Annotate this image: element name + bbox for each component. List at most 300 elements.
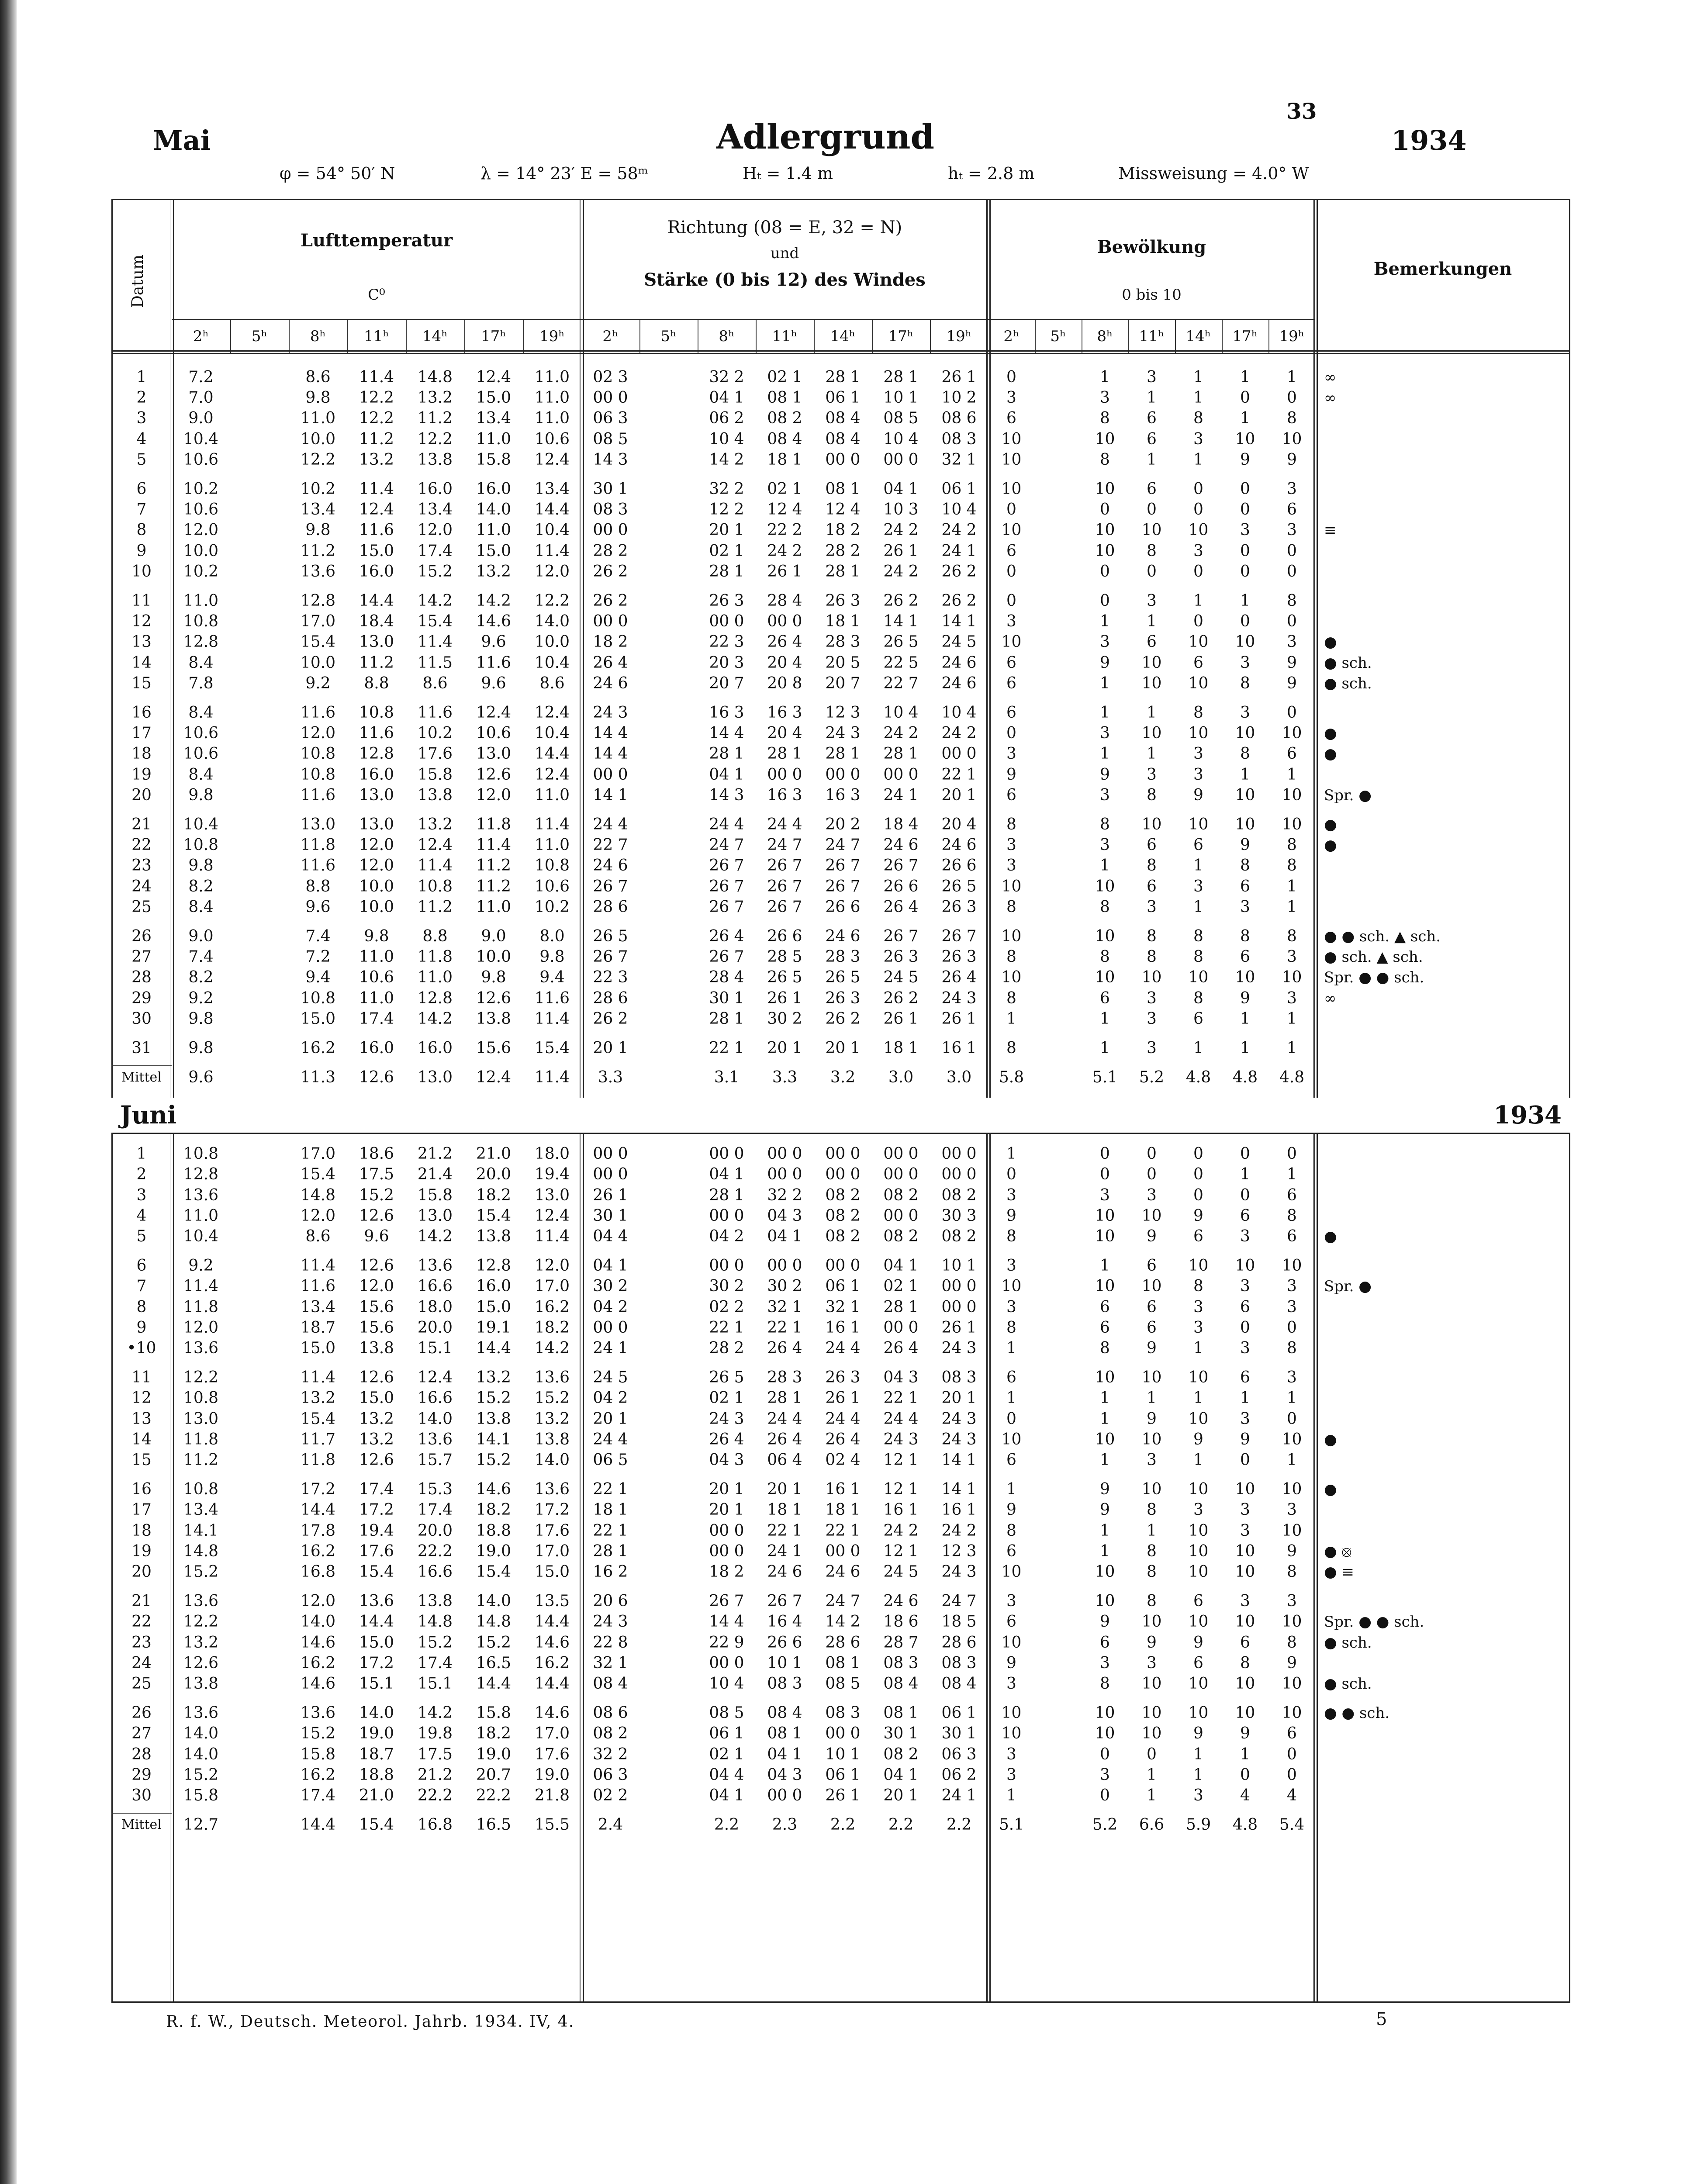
wind-value: 26 7 <box>767 1592 802 1610</box>
cloud-value: 1 <box>1287 877 1297 895</box>
remark: ● sch. <box>1324 1634 1372 1652</box>
cloud-value: 8 <box>1147 542 1157 560</box>
wind-value: 10 4 <box>883 704 919 722</box>
wind-value: 28 1 <box>825 562 861 581</box>
temp-value: 11.0 <box>417 968 453 987</box>
wind-value: 24 3 <box>593 704 628 722</box>
wind-value: 26 3 <box>941 898 977 916</box>
mittel-label: Mittel <box>121 1070 162 1085</box>
wind-value: 08 3 <box>825 1704 861 1722</box>
wind-value: 26 3 <box>825 1368 861 1387</box>
cloud-value: 1 <box>1147 1766 1157 1784</box>
wind-value: 26 7 <box>709 1592 744 1610</box>
mittel-cloud: 5.9 <box>1185 1816 1211 1834</box>
temp-value: 8.8 <box>364 674 389 692</box>
cloud-value: 8 <box>1287 1633 1297 1652</box>
temp-value: 12.8 <box>183 633 219 651</box>
wind-value: 26 3 <box>941 948 977 966</box>
cloud-value: 3 <box>1147 1451 1157 1469</box>
cloud-value: 1 <box>1193 857 1203 875</box>
temp-value: 7.2 <box>305 948 331 966</box>
wind-value: 00 0 <box>825 1165 861 1184</box>
header-rule <box>111 353 1570 354</box>
cloud-value: 10 <box>1235 968 1255 987</box>
hour-label-cloud: 8ʰ <box>1097 328 1113 345</box>
cloud-value: 9 <box>1006 1501 1016 1519</box>
cloud-value: 10 <box>1001 1724 1022 1743</box>
cloud-value: 3 <box>1006 1745 1016 1763</box>
wind-value: 28 7 <box>883 1633 919 1652</box>
wind-value: 28 1 <box>767 1389 802 1407</box>
temp-value: 11.2 <box>476 857 512 875</box>
wind-value: 06 3 <box>941 1745 977 1763</box>
footer-sheet-number: 5 <box>1376 2009 1387 2029</box>
wind-value: 08 4 <box>767 1704 802 1722</box>
juni-title: Juni <box>120 1101 177 1130</box>
wind-value: 06 3 <box>593 1766 628 1784</box>
cloud-value: 10 <box>1095 877 1115 895</box>
temp-value: 15.2 <box>417 562 453 581</box>
wind-value: 08 5 <box>825 1675 861 1693</box>
temp-value: 10.0 <box>300 653 336 672</box>
wind-value: 02 4 <box>825 1451 861 1469</box>
wind-value: 22 3 <box>709 633 744 651</box>
temp-value: 11.6 <box>417 704 453 722</box>
mittel-cloud: 5.2 <box>1139 1068 1165 1087</box>
cloud-value: 8 <box>1287 1563 1297 1581</box>
temp-value: 11.4 <box>300 1368 336 1387</box>
remark: ∞ <box>1324 389 1337 407</box>
cloud-value: 8 <box>1100 816 1110 833</box>
day-number: 29 <box>131 989 152 1007</box>
cloud-value: 10 <box>1001 521 1022 539</box>
wind-value: 24 3 <box>593 1613 628 1631</box>
cloud-value: 0 <box>1100 1145 1110 1163</box>
temp-value: 14.4 <box>534 501 570 519</box>
cloud-value: 3 <box>1240 521 1250 539</box>
wind-value: 16 1 <box>941 1039 977 1057</box>
wind-value: 00 0 <box>767 1145 802 1163</box>
wind-value: 18 6 <box>883 1613 919 1631</box>
temp-value: 13.8 <box>476 1227 512 1245</box>
wind-value: 24 4 <box>825 1410 861 1428</box>
mittel-cloud: 4.8 <box>1232 1068 1258 1087</box>
temp-value: 7.8 <box>188 674 214 692</box>
wind-value: 02 2 <box>709 1298 744 1316</box>
temp-value: 15.7 <box>417 1451 453 1469</box>
hour-label-wind: 8ʰ <box>719 328 735 345</box>
mittel-wind: 3.1 <box>714 1068 740 1087</box>
day-number: •10 <box>127 1339 156 1357</box>
cloud-value: 3 <box>1287 521 1297 539</box>
wind-value: 04 1 <box>883 1257 919 1275</box>
cloud-value: 9 <box>1240 1724 1250 1743</box>
temp-value: 11.8 <box>183 1298 219 1316</box>
cloud-value: 3 <box>1006 745 1016 763</box>
cloud-value: 10 <box>1001 480 1022 498</box>
temp-value: 12.2 <box>534 592 570 610</box>
day-number: 23 <box>131 857 152 875</box>
bewoelkung-unit: 0 bis 10 <box>1122 286 1182 304</box>
wind-value: 22 7 <box>883 674 919 692</box>
wind-value: 06 5 <box>593 1451 628 1469</box>
hour-label-cloud: 2ʰ <box>1003 328 1020 345</box>
cloud-value: 3 <box>1100 1654 1110 1672</box>
temp-value: 9.2 <box>188 989 214 1007</box>
cloud-value: 8 <box>1006 1521 1016 1540</box>
wind-value: 24 1 <box>941 542 977 560</box>
wind-value: 26 1 <box>825 1787 861 1804</box>
temp-value: 18.7 <box>359 1745 394 1763</box>
temp-value: 13.2 <box>359 1410 394 1428</box>
cloud-value: 8 <box>1006 1039 1016 1057</box>
cloud-value: 8 <box>1287 1339 1297 1357</box>
temp-value: 16.0 <box>359 562 394 581</box>
mittel-temp: 12.6 <box>359 1068 394 1087</box>
temp-value: 17.8 <box>300 1521 336 1540</box>
cloud-value: 10 <box>1141 724 1162 743</box>
wind-value: 08 1 <box>825 480 861 498</box>
wind-value: 22 2 <box>767 521 802 539</box>
wind-value: 00 0 <box>767 1165 802 1184</box>
cloud-value: 1 <box>1100 1451 1110 1469</box>
temp-value: 18.7 <box>300 1318 336 1337</box>
temp-value: 17.4 <box>417 542 453 560</box>
cloud-value: 3 <box>1287 1592 1297 1610</box>
wind-value: 24 6 <box>883 1592 919 1610</box>
temp-value: 9.2 <box>305 674 331 692</box>
temp-value: 16.6 <box>417 1277 453 1296</box>
wind-value: 24 6 <box>941 674 977 692</box>
cloud-value: 1 <box>1240 765 1250 784</box>
cloud-value: 3 <box>1240 1410 1250 1428</box>
hour-label-temp: 2ʰ <box>193 328 209 345</box>
cloud-value: 8 <box>1193 948 1203 966</box>
day-number: 27 <box>131 1724 152 1743</box>
temp-value: 12.4 <box>476 704 512 722</box>
temp-value: 13.0 <box>183 1410 219 1428</box>
remark: Spr. ● <box>1324 786 1372 804</box>
wind-value: 08 2 <box>883 1227 919 1245</box>
wind-value: 24 2 <box>941 724 977 743</box>
wind-value: 08 4 <box>883 1675 919 1693</box>
temp-value: 11.4 <box>417 633 453 651</box>
cloud-value: 0 <box>1193 1145 1203 1163</box>
cloud-value: 10 <box>1141 816 1162 833</box>
temp-value: 11.2 <box>417 898 453 916</box>
mittel-cloud: 5.2 <box>1092 1816 1118 1834</box>
cloud-value: 4 <box>1240 1787 1250 1804</box>
temp-value: 11.0 <box>359 948 394 966</box>
cloud-value: 3 <box>1006 612 1016 631</box>
wind-value: 08 2 <box>825 1206 861 1225</box>
temp-value: 9.4 <box>305 968 331 987</box>
temp-value: 13.6 <box>359 1592 394 1610</box>
wind-value: 26 2 <box>825 1009 861 1028</box>
mittel-wind: 2.2 <box>830 1816 856 1834</box>
temp-value: 11.8 <box>183 1430 219 1448</box>
cloud-value: 8 <box>1193 704 1203 722</box>
wind-value: 26 3 <box>825 989 861 1007</box>
cloud-value: 10 <box>1001 1633 1022 1652</box>
cloud-value: 10 <box>1141 1430 1162 1448</box>
temp-value: 15.2 <box>300 1724 336 1743</box>
remark: ● ≡ <box>1324 1563 1354 1581</box>
temp-value: 21.4 <box>417 1165 453 1184</box>
cloud-value: 6 <box>1147 877 1157 895</box>
cloud-value: 10 <box>1188 968 1209 987</box>
temp-value: 9.8 <box>481 968 506 987</box>
cloud-value: 0 <box>1240 501 1250 519</box>
wind-value: 10 1 <box>825 1745 861 1763</box>
day-number: 21 <box>131 816 152 833</box>
cloud-value: 3 <box>1100 836 1110 854</box>
temp-value: 9.0 <box>188 927 214 945</box>
cloud-value: 1 <box>1100 704 1110 722</box>
cloud-value: 8 <box>1287 927 1297 945</box>
day-number: 28 <box>131 968 152 987</box>
hour-label-temp: 11ʰ <box>364 328 389 345</box>
cloud-value: 6 <box>1147 1257 1157 1275</box>
wind-value: 16 3 <box>709 704 744 722</box>
cloud-value: 0 <box>1147 1145 1157 1163</box>
temp-value: 12.2 <box>183 1368 219 1387</box>
cloud-value: 8 <box>1147 786 1157 804</box>
cloud-value: 3 <box>1147 1654 1157 1672</box>
wind-value: 14 1 <box>593 786 628 804</box>
temp-value: 10.8 <box>359 704 394 722</box>
cloud-value: 0 <box>1287 389 1297 407</box>
cloud-value: 0 <box>1147 562 1157 581</box>
day-number: 26 <box>131 927 152 945</box>
cloud-value: 3 <box>1100 1766 1110 1784</box>
wind-value: 22 8 <box>593 1633 628 1652</box>
cloud-value: 10 <box>1188 674 1209 692</box>
wind-value: 20 5 <box>825 653 861 672</box>
cloud-value: 8 <box>1287 409 1297 428</box>
wind-value: 30 1 <box>883 1724 919 1743</box>
temp-value: 12.6 <box>183 1654 219 1672</box>
wind-value: 16 4 <box>767 1613 802 1631</box>
cloud-value: 10 <box>1188 1542 1209 1560</box>
temp-value: 17.4 <box>359 1009 394 1028</box>
day-number: 20 <box>131 1563 152 1581</box>
temp-value: 14.6 <box>476 612 512 631</box>
temp-value: 15.2 <box>359 1186 394 1204</box>
cloud-value: 0 <box>1193 562 1203 581</box>
temp-value: 11.6 <box>300 786 336 804</box>
wind-value: 08 6 <box>941 409 977 428</box>
temp-value: 13.4 <box>476 409 512 428</box>
cloud-value: 10 <box>1001 877 1022 895</box>
cloud-value: 0 <box>1006 724 1016 743</box>
temp-value: 9.8 <box>188 857 214 875</box>
cloud-value: 0 <box>1287 704 1297 722</box>
temp-value: 11.5 <box>417 653 453 672</box>
temp-value: 11.8 <box>300 836 336 854</box>
cloud-value: 10 <box>1282 786 1302 804</box>
cloud-value: 0 <box>1240 1766 1250 1784</box>
wind-value: 16 1 <box>825 1480 861 1499</box>
wind-value: 00 0 <box>825 1257 861 1275</box>
wind-header-line3: Stärke (0 bis 12) des Windes <box>644 270 926 290</box>
wind-value: 26 5 <box>767 968 802 987</box>
temp-value: 11.4 <box>300 1257 336 1275</box>
temp-value: 14.4 <box>359 592 394 610</box>
wind-value: 28 3 <box>825 633 861 651</box>
wind-value: 20 1 <box>941 1389 977 1407</box>
wind-value: 22 5 <box>883 653 919 672</box>
wind-value: 26 6 <box>883 877 919 895</box>
wind-value: 26 1 <box>767 989 802 1007</box>
cloud-value: 10 <box>1141 1704 1162 1722</box>
temp-value: 9.6 <box>305 898 331 916</box>
wind-value: 04 1 <box>709 389 744 407</box>
cloud-value: 1 <box>1147 612 1157 631</box>
mittel-wind: 2.2 <box>888 1816 914 1834</box>
wind-value: 30 2 <box>767 1009 802 1028</box>
temp-value: 14.8 <box>417 1613 453 1631</box>
temp-value: 13.6 <box>183 1704 219 1722</box>
temp-value: 14.0 <box>183 1745 219 1763</box>
wind-value: 24 2 <box>883 724 919 743</box>
wind-value: 14 4 <box>593 724 628 743</box>
wind-value: 28 1 <box>883 368 919 386</box>
cloud-value: 1 <box>1240 368 1250 386</box>
wind-value: 32 2 <box>709 480 744 498</box>
cloud-value: 3 <box>1006 1675 1016 1693</box>
wind-value: 12 1 <box>883 1451 919 1469</box>
cloud-value: 10 <box>1095 1368 1115 1387</box>
wind-value: 04 1 <box>883 480 919 498</box>
wind-value: 18 2 <box>709 1563 744 1581</box>
day-number: 20 <box>131 786 152 804</box>
wind-value: 28 6 <box>941 1633 977 1652</box>
wind-value: 24 1 <box>883 786 919 804</box>
wind-value: 24 6 <box>767 1563 802 1581</box>
cloud-value: 6 <box>1006 1542 1016 1560</box>
cloud-value: 6 <box>1006 1451 1016 1469</box>
mittel-wind: 3.3 <box>598 1068 623 1087</box>
temp-value: 11.6 <box>300 857 336 875</box>
day-number: 13 <box>131 633 152 651</box>
cloud-value: 0 <box>1193 612 1203 631</box>
cloud-value: 6 <box>1287 1724 1297 1743</box>
wind-value: 20 2 <box>825 816 861 833</box>
day-number: 29 <box>131 1766 152 1784</box>
temp-value: 13.0 <box>534 1186 570 1204</box>
wind-value: 28 6 <box>593 989 628 1007</box>
wind-value: 00 0 <box>593 1145 628 1163</box>
wind-value: 24 6 <box>825 927 861 945</box>
temp-value: 13.6 <box>300 562 336 581</box>
cloud-value: 1 <box>1147 704 1157 722</box>
day-number: 28 <box>131 1745 152 1763</box>
wind-value: 22 7 <box>593 836 628 854</box>
wind-value: 32 1 <box>767 1298 802 1316</box>
cloud-value: 3 <box>1100 724 1110 743</box>
temp-value: 10.8 <box>300 765 336 784</box>
temp-value: 14.8 <box>300 1186 336 1204</box>
cloud-value: 3 <box>1193 430 1203 448</box>
temp-value: 20.0 <box>417 1521 453 1540</box>
cloud-value: 6 <box>1100 1318 1110 1337</box>
wind-value: 22 1 <box>883 1389 919 1407</box>
remark: ● ⦻ <box>1324 1542 1351 1560</box>
day-number: 6 <box>136 480 147 498</box>
temp-value: 16.0 <box>359 1039 394 1057</box>
temp-value: 13.8 <box>417 786 453 804</box>
wind-value: 24 2 <box>941 1521 977 1540</box>
temp-value: 15.6 <box>476 1039 512 1057</box>
day-number: 22 <box>131 836 152 854</box>
temp-value: 15.0 <box>534 1563 570 1581</box>
day-number: 3 <box>136 1186 147 1204</box>
wind-value: 00 0 <box>767 1257 802 1275</box>
cloud-value: 1 <box>1193 389 1203 407</box>
wind-value: 20 4 <box>767 724 802 743</box>
wind-value: 00 0 <box>593 389 628 407</box>
wind-value: 26 2 <box>941 592 977 610</box>
cloud-value: 6 <box>1147 409 1157 428</box>
temp-value: 11.4 <box>359 368 394 386</box>
wind-value: 04 4 <box>593 1227 628 1245</box>
wind-value: 28 1 <box>883 745 919 763</box>
wind-value: 00 0 <box>883 450 919 469</box>
temp-value: 16.0 <box>476 1277 512 1296</box>
cloud-value: 6 <box>1193 836 1203 854</box>
remark: Spr. ● ● sch. <box>1324 969 1424 987</box>
temp-value: 18.8 <box>359 1766 394 1784</box>
wind-value: 28 1 <box>825 745 861 763</box>
wind-value: 24 4 <box>593 816 628 833</box>
cloud-value: 0 <box>1100 1165 1110 1184</box>
wind-value: 32 2 <box>767 1186 802 1204</box>
cloud-value: 8 <box>1287 592 1297 610</box>
cloud-value: 8 <box>1287 1206 1297 1225</box>
temp-value: 13.6 <box>534 1480 570 1499</box>
cloud-value: 10 <box>1282 430 1302 448</box>
temp-value: 10.8 <box>417 877 453 895</box>
wind-value: 10 4 <box>709 430 744 448</box>
temp-value: 22.2 <box>417 1787 453 1804</box>
wind-value: 26 2 <box>593 1009 628 1028</box>
wind-value: 08 3 <box>767 1675 802 1693</box>
wind-value: 10 4 <box>709 1675 744 1693</box>
temp-value: 12.8 <box>300 592 336 610</box>
temp-value: 15.3 <box>417 1480 453 1499</box>
cloud-value: 10 <box>1235 786 1255 804</box>
temp-value: 11.4 <box>476 836 512 854</box>
cloud-value: 1 <box>1287 368 1297 386</box>
mittel-wind: 2.2 <box>946 1816 972 1834</box>
wind-value: 26 1 <box>825 1389 861 1407</box>
wind-value: 24 7 <box>709 836 744 854</box>
hour-label-temp: 5ʰ <box>251 328 268 345</box>
wind-value: 06 4 <box>767 1451 802 1469</box>
cloud-value: 10 <box>1235 816 1255 833</box>
wind-value: 14 3 <box>593 450 628 469</box>
cloud-value: 3 <box>1147 765 1157 784</box>
mittel-rule <box>111 1813 172 1814</box>
temp-value: 10.8 <box>534 857 570 875</box>
cloud-value: 9 <box>1287 674 1297 692</box>
mittel-cloud: 5.1 <box>1092 1068 1118 1087</box>
coord-missweisung: Missweisung = 4.0° W <box>1118 164 1309 183</box>
temp-value: 10.8 <box>183 612 219 631</box>
cloud-value: 10 <box>1141 1206 1162 1225</box>
temp-value: 11.2 <box>359 430 394 448</box>
